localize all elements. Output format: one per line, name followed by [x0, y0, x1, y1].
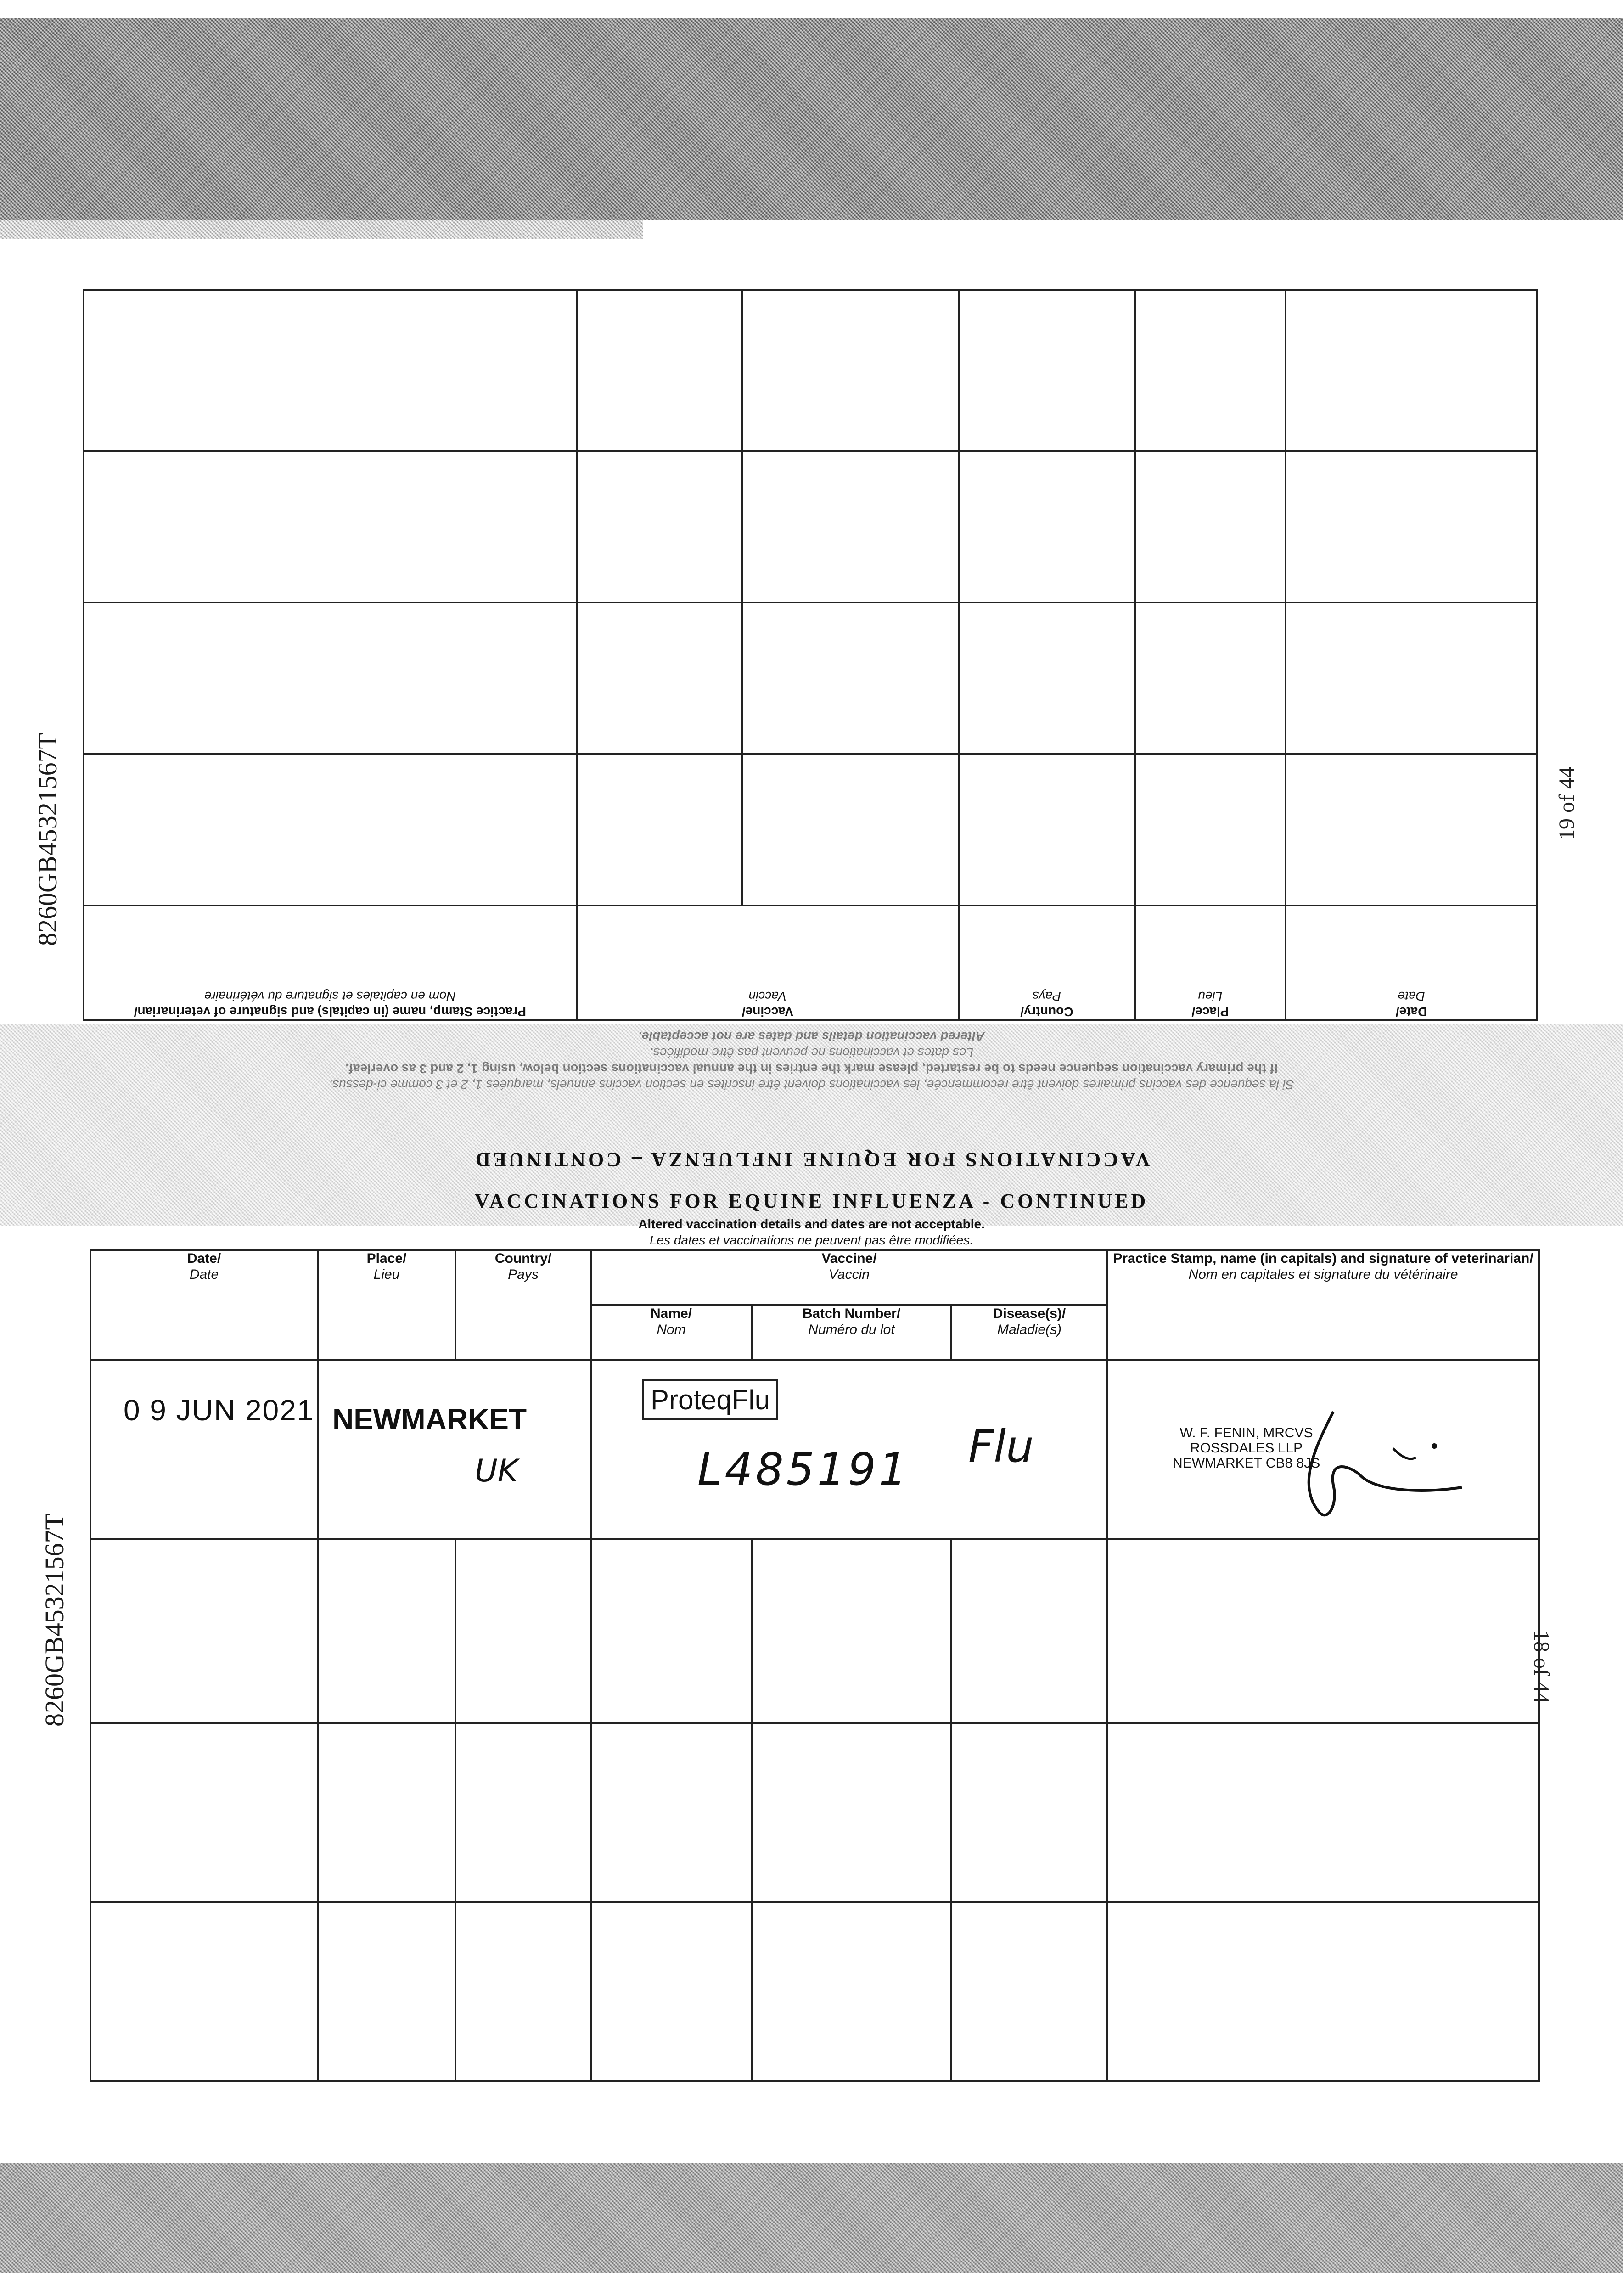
table-row [90, 1539, 1539, 1723]
table-cell [84, 754, 577, 906]
table-cell [1107, 1902, 1539, 2081]
header-stamp: Practice Stamp, name (in capitals) and signature of veterinarian/ Nom en capitales et signature du vétérinaire [84, 906, 577, 1020]
table-cell [84, 451, 577, 602]
stamp-line-2: ROSSDALES LLP [1190, 1441, 1303, 1456]
upper-banner: VACCINATIONS FOR EQUINE INFLUENZA – CONTINUED [473, 1148, 1150, 1171]
table-cell [1135, 602, 1286, 754]
header-stamp: Practice Stamp, name (in capitals) and signature of veterinarian/ Nom en capitales et signature du vétérinaire [1107, 1250, 1539, 1360]
table-cell [84, 602, 577, 754]
entry-batch: L485191 [697, 1444, 910, 1495]
header-vaccine: Vaccine/ Vaccin [591, 1250, 1107, 1305]
table-cell [577, 451, 743, 602]
table-cell [752, 1539, 951, 1723]
table-cell [1135, 754, 1286, 906]
table-cell [959, 754, 1134, 906]
header-place: Place/ Lieu [1135, 906, 1286, 1020]
scan-noise-top [0, 18, 1623, 220]
table-cell [577, 754, 743, 906]
table-cell [90, 1539, 318, 1723]
table-cell [752, 1902, 951, 2081]
header-batch: Batch Number/ Numéro du lot [752, 1305, 951, 1360]
page-ref-upper: 19 of 44 [1555, 767, 1579, 840]
table-cell [951, 1723, 1107, 1902]
table-cell [591, 1902, 752, 2081]
table-cell [1286, 602, 1537, 754]
lower-altered-fr: Les dates et vaccinations ne peuvent pas être modifiées. [649, 1233, 974, 1247]
table-row [90, 1360, 1539, 1539]
entry-place-cell [318, 1360, 591, 1539]
table-cell [1286, 754, 1537, 906]
table-cell [318, 1539, 455, 1723]
table-cell [84, 290, 577, 451]
scan-noise-top-strip [0, 220, 643, 239]
table-cell [591, 1723, 752, 1902]
table-cell [577, 602, 743, 754]
header-place: Place/ Lieu [318, 1250, 455, 1360]
lower-vaccination-table [90, 1249, 1540, 2082]
table-cell [577, 290, 743, 451]
lower-notice [0, 1216, 1623, 1248]
table-cell [1135, 451, 1286, 602]
entry-place: NEWMARKET [332, 1403, 527, 1436]
upper-vaccination-table [83, 289, 1538, 1021]
header-date: Date/ Date [1286, 906, 1537, 1020]
header-disease: Disease(s)/ Maladie(s) [951, 1305, 1107, 1360]
document-id-lower: 8260GB45321567T [39, 1514, 69, 1727]
table-cell [455, 1539, 591, 1723]
lower-altered-en: Altered vaccination details and dates are not acceptable. [638, 1217, 985, 1231]
vet-signature [1177, 1393, 1499, 1531]
header-country: Country/ Pays [455, 1250, 591, 1360]
table-cell [318, 1723, 455, 1902]
entry-country: UK [475, 1453, 518, 1489]
entry-vaccine-name: ProteqFlu [642, 1379, 778, 1420]
table-cell [1135, 290, 1286, 451]
stamp-line-3: NEWMARKET CB8 8JS [1173, 1456, 1320, 1471]
table-cell [90, 1902, 318, 2081]
table-cell [959, 451, 1134, 602]
table-cell [1107, 1539, 1539, 1723]
lower-banner: VACCINATIONS FOR EQUINE INFLUENZA - CONTINUED [474, 1190, 1149, 1212]
entry-stamp-cell [1107, 1360, 1539, 1539]
stamp-line-1: W. F. FENIN, MRCVS [1179, 1425, 1313, 1441]
table-row [90, 1902, 1539, 2081]
entry-date: 0 9 JUN 2021 [124, 1394, 314, 1427]
table-cell [752, 1723, 951, 1902]
table-cell [455, 1723, 591, 1902]
table-cell [742, 451, 959, 602]
header-date: Date/ Date [90, 1250, 318, 1360]
table-cell [90, 1723, 318, 1902]
table-cell [1286, 451, 1537, 602]
table-cell [1107, 1723, 1539, 1902]
table-cell [455, 1902, 591, 2081]
header-country: Country/ Pays [959, 906, 1134, 1020]
table-cell [951, 1539, 1107, 1723]
table-cell [591, 1539, 752, 1723]
table-cell [318, 1902, 455, 2081]
scan-noise-bottom [0, 2163, 1623, 2273]
table-cell [742, 290, 959, 451]
table-row [90, 1723, 1539, 1902]
table-cell [959, 290, 1134, 451]
table-cell [742, 754, 959, 906]
entry-disease: Flu [968, 1421, 1034, 1472]
document-id-upper: 8260GB45321567T [33, 733, 62, 946]
table-cell [959, 602, 1134, 754]
table-cell [1286, 290, 1537, 451]
table-cell [951, 1902, 1107, 2081]
table-cell [742, 602, 959, 754]
page-ref-lower: 18 of 44 [1529, 1630, 1554, 1704]
header-name: Name/ Nom [591, 1305, 752, 1360]
entry-vaccine-cell [591, 1360, 1107, 1539]
entry-date-cell [90, 1360, 318, 1539]
header-vaccine: Vaccine/ Vaccin [577, 906, 959, 1020]
